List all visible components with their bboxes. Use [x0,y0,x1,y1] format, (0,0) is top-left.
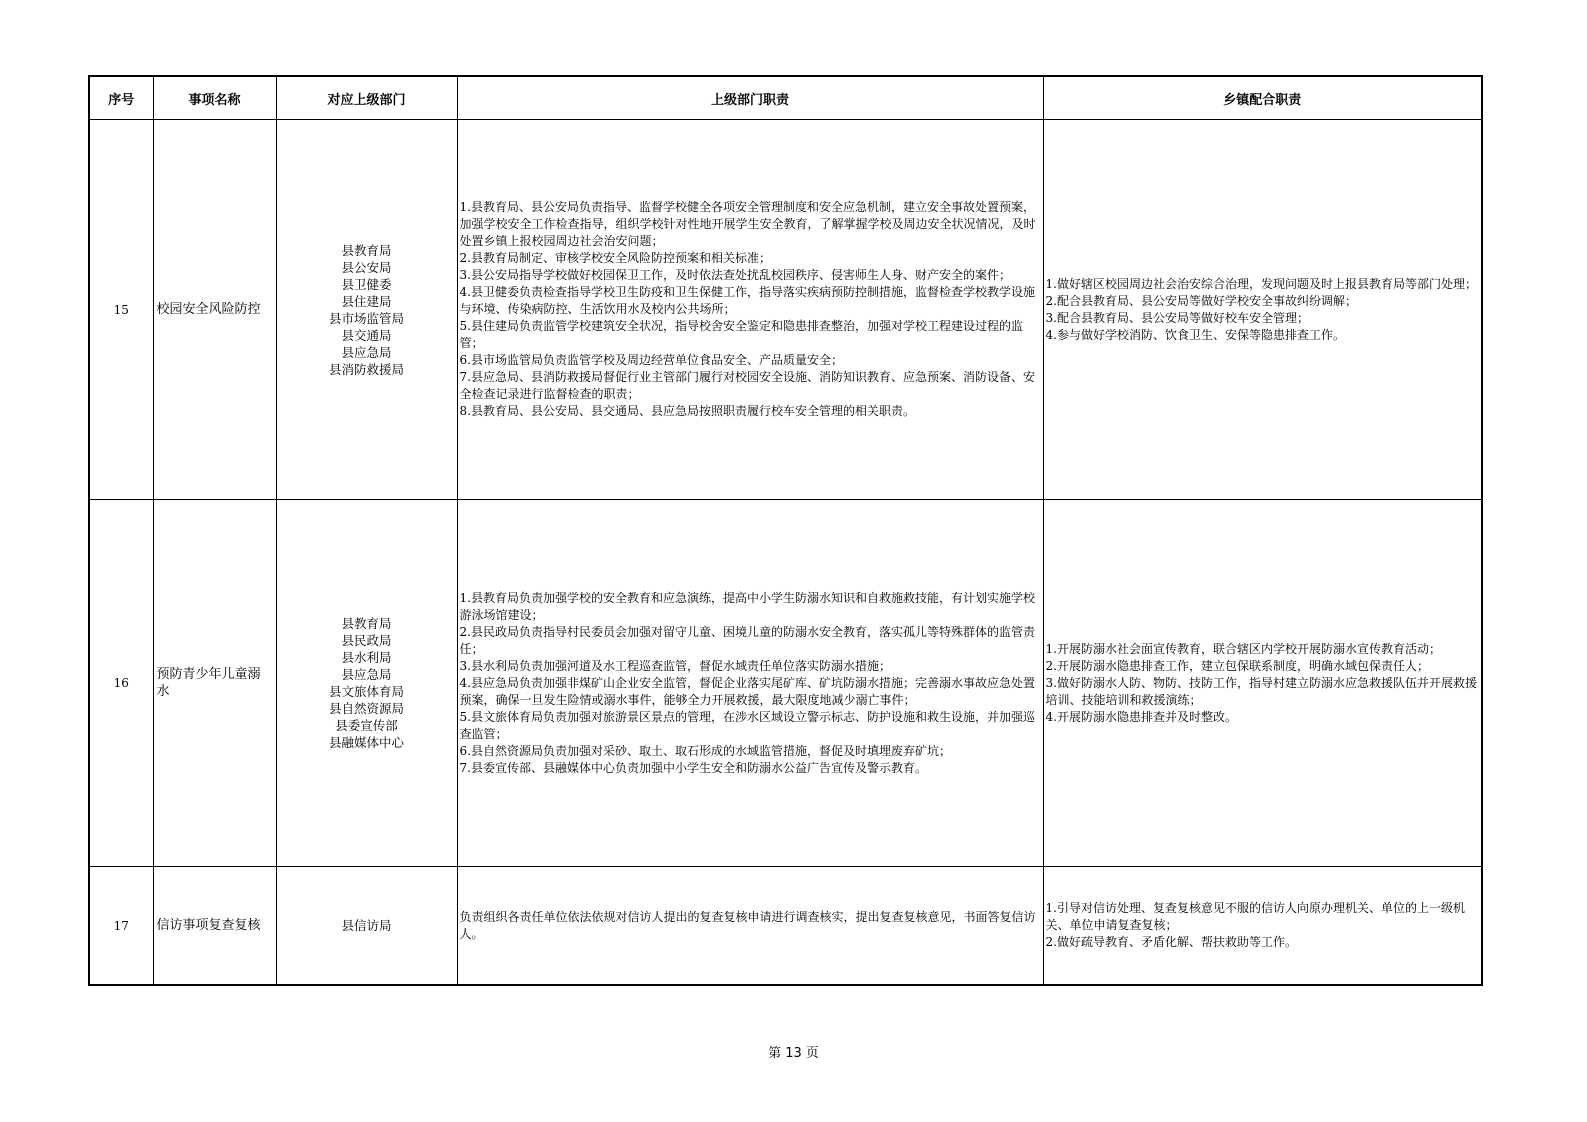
duty-item: 6.县市场监管局负责监管学校及周边经营单位食品安全、产品质量安全； [459,353,843,367]
dept-item: 县融媒体中心 [328,735,404,750]
duty-item: 2.配合县教育局、县公安局等做好学校安全事故纠纷调解； [1045,293,1357,308]
duty-item: 3.配合县教育局、县公安局等做好校车安全管理； [1045,310,1309,325]
dept-item: 县应急局 [341,344,392,360]
dept-item: 县文旅体育局 [328,684,404,699]
dept-item: 县住建局 [341,293,392,309]
duty-item: 4.参与做好学校消防、饮食卫生、安保等隐患排查工作。 [1045,327,1345,342]
row-number: 15 [89,120,153,500]
duty-item: 7.县委宣传部、县融媒体中心负责加强中小学生安全和防溺水公益广告宣传及警示教育。 [459,760,927,775]
duty-item: 2.县民政局负责指导村民委员会加强对留守儿童、困境儿童的防溺水安全教育，落实孤儿等特殊群体的监管责任； [459,624,1035,656]
duty-table [88,75,1483,986]
upper-duty [457,867,1043,986]
dept-item: 县信访局 [341,918,392,933]
duty-item: 1.县教育局、县公安局负责指导、监督学校健全各项安全管理制度和安全应急机制，建立安全事故处置预案，加强学校安全工作检查指导，组织学校针对性地开展学生安全教育，了解掌握学校及周边安全状况情况，及时处置乡镇上报校园周边社会治安问题； [459,200,1036,248]
dept-item: 县卫健委 [341,276,392,292]
row-number: 16 [89,500,153,867]
upper-duty [457,500,1043,867]
town-duty [1043,500,1482,867]
header-dept: 对应上级部门 [276,76,457,120]
dept-item: 县公安局 [341,259,392,275]
duty-item: 负责组织各责任单位依法依规对信访人提出的复查复核申请进行调查核实，提出复查复核意见，书面答复信访人。 [459,909,1036,941]
duty-item: 6.县自然资源局负责加强对采砂、取土、取石形成的水域监管措施，督促及时填埋废弃矿坑； [459,743,951,758]
dept-item: 县教育局 [341,616,392,631]
table-row [89,120,1482,500]
item-name: 信访事项复查复核 [153,867,276,986]
header-upper-duty: 上级部门职责 [457,76,1043,120]
duty-item: 3.做好防溺水人防、物防、技防工作，指导村建立防溺水应急救援队伍并开展救援培训、技能培训和救援演练； [1045,675,1477,707]
item-name: 预防青少年儿童溺水 [153,500,276,867]
duty-item: 1.引导对信访处理、复查复核意见不服的信访人向原办理机关、单位的上一级机关、单位申请复查复核； [1045,901,1465,932]
dept-list [276,867,457,986]
town-duty [1043,867,1482,986]
duty-item: 3.县水利局负责加强河道及水工程巡查监管，督促水域责任单位落实防溺水措施； [459,658,891,673]
header-no: 序号 [89,76,153,120]
table-row [89,500,1482,867]
upper-duty [457,120,1043,500]
item-name: 校园安全风险防控 [153,120,276,500]
duty-item: 8.县教育局、县公安局、县交通局、县应急局按照职责履行校车安全管理的相关职责。 [459,404,915,418]
duty-item: 1.县教育局负责加强学校的安全教育和应急演练，提高中小学生防溺水知识和自救施救技能，有计划实施学校游泳场馆建设； [459,590,1035,622]
dept-item: 县教育局 [341,242,392,258]
header-town-duty: 乡镇配合职责 [1043,76,1482,120]
duty-item: 4.开展防溺水隐患排查并及时整改。 [1045,709,1237,724]
dept-item: 县应急局 [341,667,392,682]
duty-item: 2.做好疏导教育、矛盾化解、帮扶救助等工作。 [1045,935,1297,949]
dept-list [276,120,457,500]
duty-item: 7.县应急局、县消防救援局督促行业主管部门履行对校园安全设施、消防知识教育、应急预案、消防设备、安全检查记录进行监督检查的职责； [459,370,1035,401]
table-row [89,867,1482,986]
duty-item: 5.县文旅体育局负责加强对旅游景区景点的管理，在涉水区域设立警示标志、防护设施和救生设施，并加强巡查监管； [459,709,1035,741]
dept-item: 县交通局 [341,327,392,343]
duty-item: 1.开展防溺水社会面宣传教育，联合辖区内学校开展防溺水宣传教育活动； [1045,641,1441,656]
table-header-row [89,76,1482,120]
duty-item: 3.县公安局指导学校做好校园保卫工作，及时依法查处扰乱校园秩序、侵害师生人身、财产安全的案件； [459,268,1011,282]
duty-item: 1.做好辖区校园周边社会治安综合治理，发现问题及时上报县教育局等部门处理； [1045,276,1477,291]
town-duty [1043,120,1482,500]
dept-item: 县市场监管局 [328,310,404,326]
row-number: 17 [89,867,153,986]
dept-list [276,500,457,867]
duty-item: 2.开展防溺水隐患排查工作，建立包保联系制度，明确水域包保责任人； [1045,658,1429,673]
dept-item: 县水利局 [341,650,392,665]
dept-item: 县自然资源局 [328,701,404,716]
header-name: 事项名称 [153,76,276,120]
duty-item: 5.县住建局负责监管学校建筑安全状况，指导校舍安全鉴定和隐患排查整治，加强对学校工程建设过程的监管； [459,319,1023,350]
dept-item: 县委宣传部 [335,718,398,733]
duty-item: 4.县卫健委负责检查指导学校卫生防疫和卫生保健工作，指导落实疾病预防控制措施，监督检查学校教学设施与环境、传染病防控、生活饮用水及校内公共场所； [459,285,1035,316]
dept-item: 县消防救援局 [328,361,404,377]
page-number: 第 13 页 [768,1046,819,1061]
duty-item: 4.县应急局负责加强非煤矿山企业安全监管，督促企业落实尾矿库、矿坑防溺水措施；完善溺水事故应急处置预案，确保一旦发生险情或溺水事件，能够全力开展救援，最大限度地减少溺亡事件； [459,675,1035,707]
dept-item: 县民政局 [341,633,392,648]
duty-item: 2.县教育局制定、审核学校安全风险防控预案和相关标准； [459,251,771,265]
